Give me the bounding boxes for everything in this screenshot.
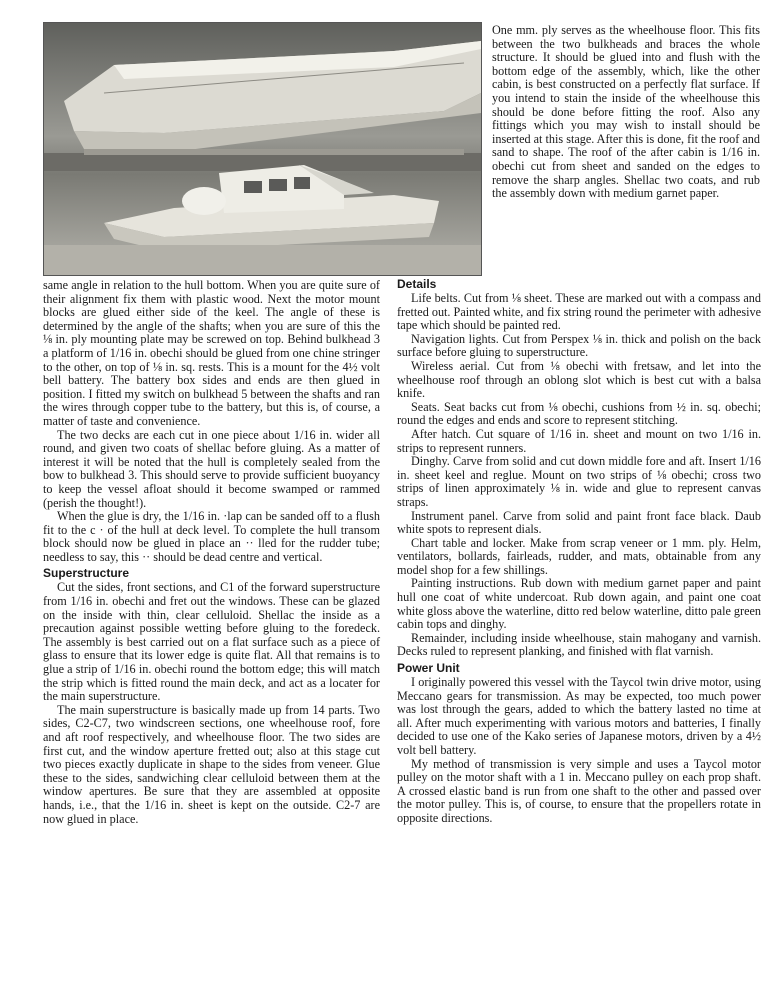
boat-photo-drawing — [44, 23, 481, 275]
paragraph: Remainder, including inside wheelhouse, stain mahogany and varnish. Decks ruled to represent planking, and finished with flat varnish. — [397, 630, 761, 659]
wheelhouse-paragraph: One mm. ply serves as the wheelhouse floor. This fits between the two bulkheads and braces the whole structure. It should be glued into and flush with the bottom edge of the assembly, which, like the other cabin, is best constructed on a perfectly flat surface. If you intend to stain the inside of the wheelhouse this should be done before fitting the roof. Also any fittings which you may wish to install should be inserted at this stage. After this is done, fit the roof and sand to shape. The roof of the after cabin is 1/16 in. obechi cut from sheet and sanded on the edges to remove the sharp angles. Shellac two coats, and rub the assembly down with medium garnet paper. — [492, 23, 760, 201]
superstructure-heading: Superstructure — [43, 566, 130, 581]
paragraph: Navigation lights. Cut from Perspex ⅛ in. thick and polish on the back surface before gluing to superstructure. — [397, 331, 761, 360]
paragraph: When the glue is dry, the 1/16 in. ·lap can be sanded off to a flush fit to the c · of the hull at deck level. To complete the hull transom block should now be glued in place an ·· lled for the rudder tube; needless to say, this ·· should be dead centre and vertical. — [43, 509, 380, 564]
paragraph: After hatch. Cut square of 1/16 in. sheet and mount on two 1/16 in. strips to represent runners. — [397, 426, 761, 455]
power-unit-heading: Power Unit — [397, 661, 460, 676]
paragraph: The two decks are each cut in one piece about 1/16 in. wider all round, and given two coats of shellac before gluing. As a matter of interest it will be noted that the hull is completely sealed from the bow to bulkhead 3. This should serve to provide sufficient buoyancy to keep the vessel afloat should it become swamped or rammed (perish the thought!). — [43, 427, 380, 510]
paragraph: I originally powered this vessel with the Taycol twin drive motor, using Meccano gears for transmission. As may be expected, too much power was lost through the gears, added to which the battery lasted no time at all. After much experimenting with various motors and batteries, I finally decided to use one of the Kako series of Japanese motors, driven by a 4½ volt bell battery. — [397, 675, 761, 757]
paragraph: Life belts. Cut from ⅛ sheet. These are marked out with a compass and fretted out. Painted white, and fix string round the perimeter with adhesive tape which should be painted red. — [397, 291, 761, 333]
left-column — [43, 279, 380, 826]
right-column — [397, 275, 761, 826]
paragraph: Chart table and locker. Make from scrap veneer or 1 mm. ply. Helm, ventilators, bollards, fairleads, rudder, and mats, obtainable from any model shop for a few shillings. — [397, 535, 761, 577]
paragraph: Painting instructions. Rub down with medium garnet paper and paint hull one coat of white undercoat. Rub down again, and paint one coat white gloss above the waterline, ditto red below waterline, ditto pale green cabin tops and dinghy. — [397, 576, 761, 632]
paragraph: Seats. Seat backs cut from ⅛ obechi, cushions from ½ in. sq. obechi; round the edges and ends and score to represent stitching. — [397, 399, 761, 428]
paragraph: Wireless aerial. Cut from ⅛ obechi with fretsaw, and let into the wheelhouse roof through an oblong slot which is best cut with a balsa knife. — [397, 358, 761, 401]
paragraph: Instrument panel. Carve from solid and paint front face black. Daub white spots to represent dials. — [397, 508, 761, 537]
top-right-column — [492, 24, 760, 201]
paragraph: Cut the sides, front sections, and C1 of the forward superstructure from 1/16 in. obechi and fret out the windows. These can be glazed on the inside with thin, clear celluloid. Shellac the inside as a precaution against possible wetting before gluing to the foredeck. The assembly is best carried out on a flat surface such as a piece of glass to ensure that its lower edge is quite flat. All that remains is to glue a strip of 1/16 in. obechi round the bottom edge; this will match the strip which is fitted round the main deck, and act as a locater for the main superstructure. — [43, 580, 380, 704]
paragraph: Dinghy. Carve from solid and cut down middle fore and aft. Insert 1/16 in. sheet keel and reglue. Mount on two strips of ⅛ obechi; cross two strips of linen approximately ⅛ in. wide and glue to represent canvas straps. — [397, 454, 761, 509]
boat-model-photo — [43, 22, 482, 276]
paragraph: My method of transmission is very simple and uses a Taycol motor pulley on the motor shaft with a 1 in. Meccano pulley on each prop shaft. A crossed elastic band is run from one shaft to the other and passed over the motor pulley. This is, of course, to ensure that the propellers rotate in opposite directions. — [397, 756, 761, 825]
details-heading: Details — [397, 277, 437, 291]
paragraph: The main superstructure is basically made up from 14 parts. Two sides, C2-C7, two windscreen sections, one wheelhouse roof, fore and aft roof respectively, and wheelhouse floor. The two sides are first cut, and the window aperture fretted out; also at this stage cut two pieces exactly duplicate in shape to the sides from veneer. Glue these to the sides, sandwiching clear celluloid between them at the window apertures. Be sure that they are assembled at opposite hands, i.e., that the 1/16 in. sheet is kept on the outside. C2-7 are now glued in place. — [43, 702, 380, 826]
paragraph: same angle in relation to the hull bottom. When you are quite sure of their alignment fix them with plastic wood. Next the motor mount blocks are glued either side of the keel. The angle of these is determined by the angle of the shafts; when you are sure of this the ⅛ in. ply mounting plate may be screwed on top. Behind bulkhead 3 a platform of 1/16 in. obechi should be glued from one chine stringer to the other, on top of ⅛ in. sq. rests. This is a mount for the 4½ volt bell battery. The battery box sides and ends are then glued in position. I fitted my switch on bulkhead 5 between the shafts and ran the wires through copper tube to the battery, but this is, of course, a matter of taste and convenience. — [43, 278, 380, 428]
